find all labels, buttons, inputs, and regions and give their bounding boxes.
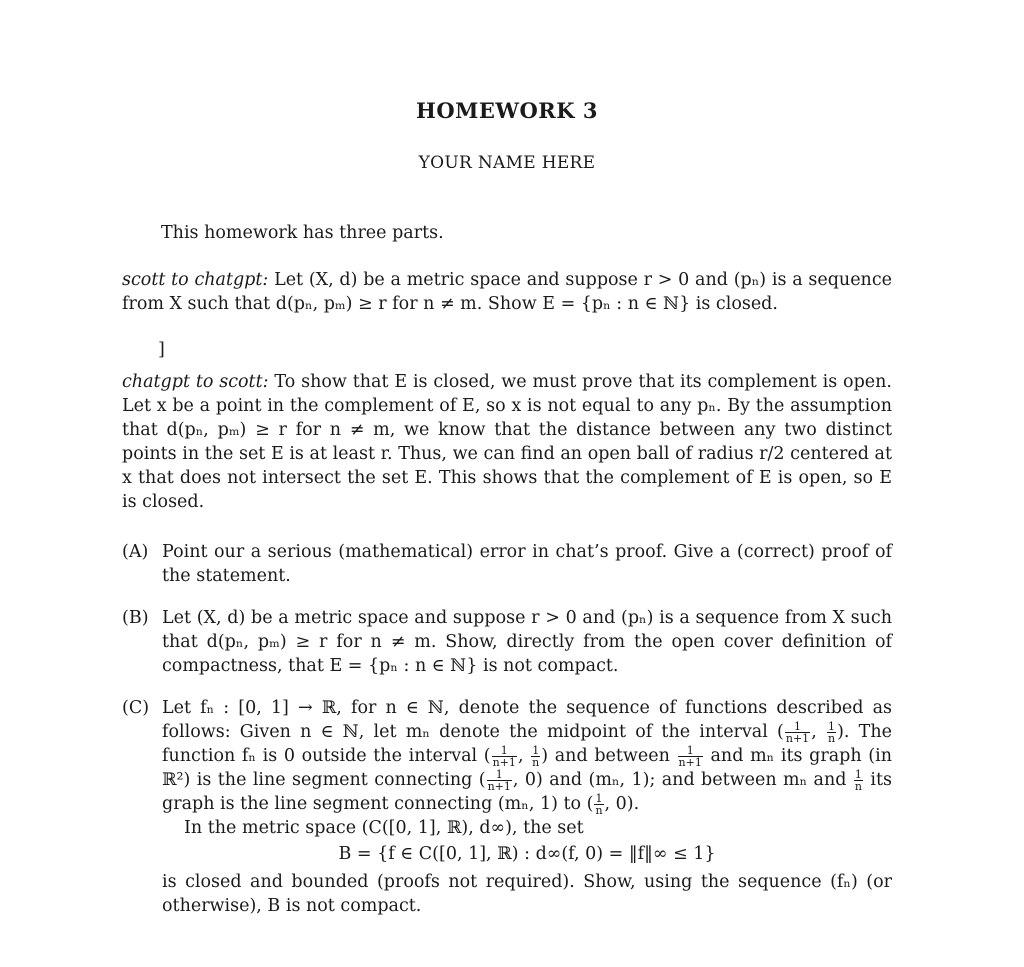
question-text: Let (X, d) be a metric space and suppose r > 0 and (pₙ) is a sequence from X such that d(pₙ, pₘ) ≥ r for n ≠ m. Show E = {pₙ : n ∈ ℕ} is closed. [122, 270, 892, 314]
part-b-text: Let (X, d) be a metric space and suppose r > 0 and (pₙ) is a sequence from X such that d(pₙ, pₘ) ≥ r for n ≠ m. Show, directly from the open cover definition of compactness, that E = {pₙ : n ∈ ℕ} is not compact. [162, 608, 892, 676]
answer-speaker: chatgpt to scott: [122, 372, 269, 392]
part-b-label: (B) [122, 608, 149, 628]
fraction: $\frac{1}{n}$ [827, 720, 836, 745]
fraction: $\frac{1}{n+1}$ [492, 744, 516, 769]
fraction: $\frac{1}{n+1}$ [785, 720, 810, 745]
fraction: $\frac{1}{n}$ [854, 768, 862, 793]
metric-space-line: In the metric space (C([0, 1], ℝ), d∞), the set [184, 818, 584, 838]
part-b [122, 606, 892, 678]
page-title: HOMEWORK 3 [416, 98, 598, 123]
stray-bracket: ] [158, 340, 165, 360]
part-a-label: (A) [122, 542, 149, 562]
part-a [122, 540, 892, 588]
author-line: YOUR NAME HERE [418, 153, 596, 173]
fraction: $\frac{1}{n+1}$ [678, 744, 702, 769]
part-c-closing: is closed and bounded (proofs not required). Show, using the sequence (fₙ) (or otherwise), B is not compact. [162, 872, 892, 916]
question-speaker: scott to chatgpt: [122, 270, 269, 290]
part-c-description: Let fₙ : [0, 1] → ℝ, for n ∈ ℕ, denote the sequence of functions described as follows: Given n ∈ ℕ, let mₙ denote the midpoint of the interval ( $\frac{1}{n+1}$ , $\frac{1}{n}$ ). The function fₙ is 0 outside the interval ( $\frac{1}{n+1}$ , $\frac{1}{n}$ ) and between $\frac{1}{n+1}$ and mₙ its graph (in ℝ²) is the line segment connecting ( $\frac{1}{n+1}$ , 0) and (mₙ, 1); and between mₙ and $\frac{1}{n}$ its graph is the line segment connecting (mₙ, 1) to ( $\frac{1}{n}$ , 0). [162, 698, 892, 817]
fraction: $\frac{1}{n}$ [595, 792, 603, 817]
display-equation: B = {f ∈ C([0, 1], ℝ) : d∞(f, 0) = ‖f‖∞ ≤ 1} [338, 844, 716, 864]
intro-paragraph: This homework has three parts. [161, 223, 444, 243]
question-paragraph [122, 268, 892, 316]
part-c-body [162, 696, 892, 918]
fraction: $\frac{1}{n+1}$ [487, 768, 511, 793]
part-a-text: Point our a serious (mathematical) error in chat’s proof. Give a (correct) proof of the statement. [162, 542, 892, 586]
fraction: $\frac{1}{n}$ [532, 744, 540, 769]
part-c [122, 696, 892, 918]
answer-paragraph [122, 370, 892, 514]
answer-text: To show that E is closed, we must prove that its complement is open. Let x be a point in the complement of E, so x is not equal to any pₙ. By the assumption that d(pₙ, pₘ) ≥ r for n ≠ m, we know that the distance between any two distinct points in the set E is at least r. Thus, we can find an open ball of radius r/2 centered at x that does not intersect the set E. This shows that the complement of E is open, so E is closed. [122, 372, 892, 512]
part-c-label: (C) [122, 698, 150, 718]
